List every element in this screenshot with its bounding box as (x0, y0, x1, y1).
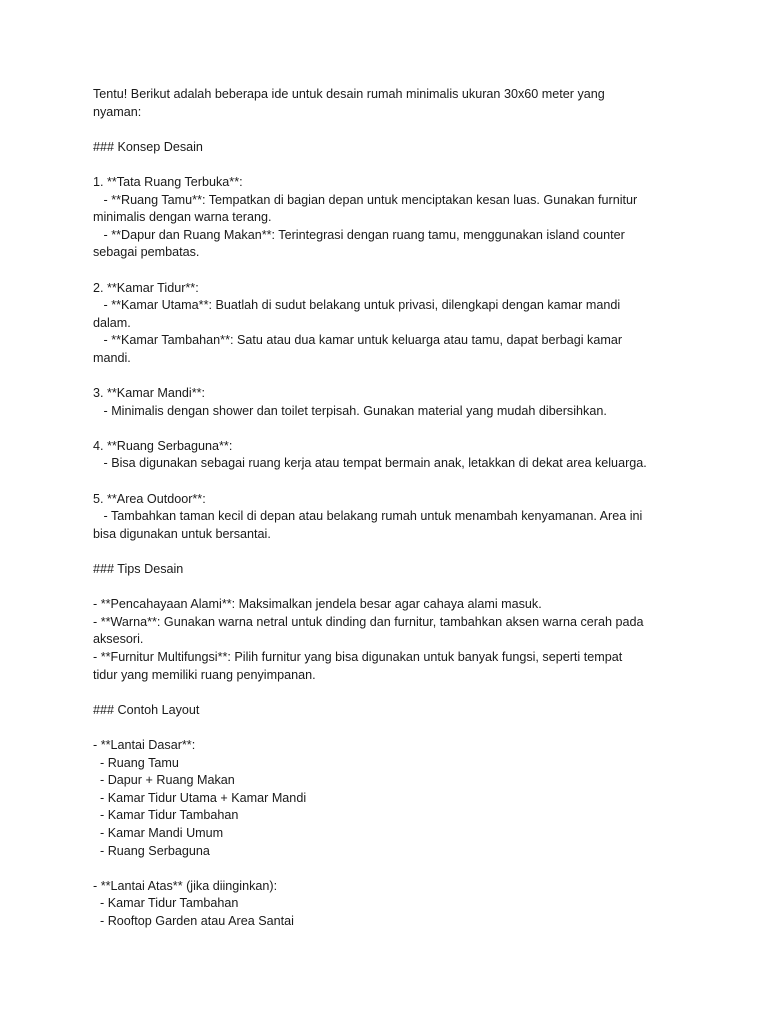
text-line: tidur yang memiliki ruang penyimpanan. (93, 667, 316, 682)
text-line: aksesori. (93, 632, 144, 647)
text-line: - Kamar Tidur Tambahan (93, 808, 239, 823)
text-line: 1. **Tata Ruang Terbuka**: (93, 174, 243, 189)
text-line: Tentu! Berikut adalah beberapa ide untuk desain rumah minimalis ukuran 30x60 meter yang (93, 87, 605, 101)
text-line: 4. **Ruang Serbaguna**: (93, 438, 233, 453)
blank-line (93, 156, 693, 174)
blank-line (93, 368, 693, 386)
text-line: ### Contoh Layout (93, 702, 200, 717)
text-line: - **Warna**: Gunakan warna netral untuk dinding dan furnitur, tambahkan aksen warna cerah pada (93, 614, 644, 629)
text-line: minimalis dengan warna terang. (93, 210, 272, 225)
text-line: - Kamar Mandi Umum (93, 825, 224, 840)
blank-line (93, 262, 693, 280)
text-line: ### Konsep Desain (93, 139, 203, 154)
text-line: - **Kamar Tambahan**: Satu atau dua kamar untuk keluarga atau tamu, dapat berbagi kamar (93, 333, 623, 348)
text-line: 2. **Kamar Tidur**: (93, 280, 199, 295)
text-line: - **Pencahayaan Alami**: Maksimalkan jendela besar agar cahaya alami masuk. (93, 597, 542, 612)
text-line: 3. **Kamar Mandi**: (93, 386, 205, 401)
document-text (93, 86, 693, 931)
text-line: - Tambahkan taman kecil di depan atau belakang rumah untuk menambah kenyamanan. Area ini (93, 509, 643, 524)
text-line: mandi. (93, 350, 131, 365)
text-line: 5. **Area Outdoor**: (93, 491, 206, 506)
text-line: nyaman: (93, 104, 142, 119)
blank-line (93, 860, 693, 878)
text-line: - Ruang Serbaguna (93, 843, 210, 858)
text-line: bisa digunakan untuk bersantai. (93, 526, 271, 541)
blank-line (93, 121, 693, 139)
text-line: ### Tips Desain (93, 562, 184, 577)
blank-line (93, 579, 693, 597)
text-line: - **Ruang Tamu**: Tempatkan di bagian depan untuk menciptakan kesan luas. Gunakan furnitur (93, 192, 638, 207)
blank-line (93, 473, 693, 491)
blank-line (93, 684, 693, 702)
blank-line (93, 420, 693, 438)
blank-line (93, 543, 693, 561)
text-line: - Dapur + Ruang Makan (93, 773, 235, 788)
text-line: - **Furnitur Multifungsi**: Pilih furnitur yang bisa digunakan untuk banyak fungsi, seperti tempat (93, 650, 623, 664)
text-line: - Kamar Tidur Utama + Kamar Mandi (93, 790, 307, 805)
text-line: - **Dapur dan Ruang Makan**: Terintegrasi dengan ruang tamu, menggunakan island counter (93, 227, 625, 242)
text-line: - **Kamar Utama**: Buatlah di sudut belakang untuk privasi, dilengkapi dengan kamar mandi (93, 298, 621, 313)
text-line: - **Lantai Atas** (jika diinginkan): (93, 878, 278, 893)
text-line: - Kamar Tidur Tambahan (93, 896, 239, 911)
text-line: - Bisa digunakan sebagai ruang kerja atau tempat bermain anak, letakkan di dekat area keluarga. (93, 456, 647, 471)
text-line: dalam. (93, 315, 131, 330)
text-line: - Minimalis dengan shower dan toilet terpisah. Gunakan material yang mudah dibersihkan. (93, 403, 607, 418)
text-line: - Rooftop Garden atau Area Santai (93, 913, 294, 928)
text-line: sebagai pembatas. (93, 245, 200, 260)
blank-line (93, 719, 693, 737)
text-line: - Ruang Tamu (93, 755, 179, 770)
text-line: - **Lantai Dasar**: (93, 737, 196, 752)
